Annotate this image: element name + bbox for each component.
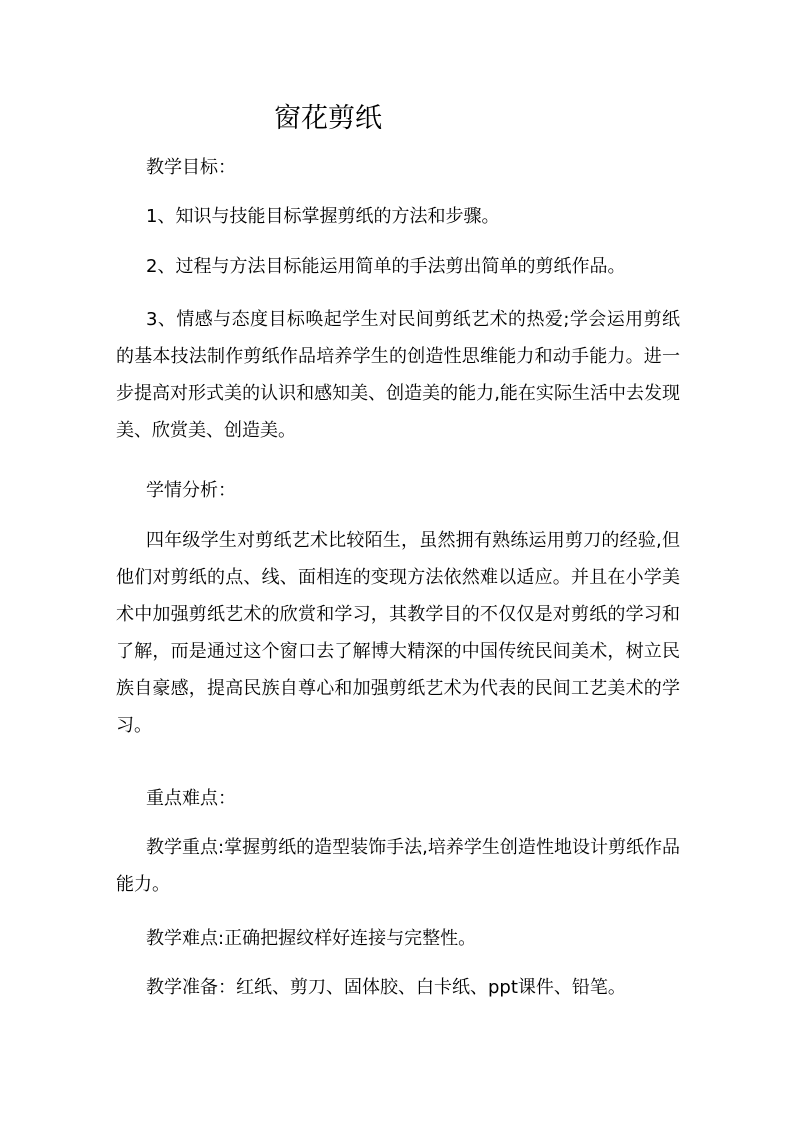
preparation: 教学准备：红纸、剪刀、固体胶、白卡纸、ppt课件、铅笔。 — [146, 977, 626, 998]
objective-3: 3、情感与态度目标唤起学生对民间剪纸艺术的热爱;学会运用剪纸的基本技法制作剪纸作品培养学生的创造性思维能力和动手能力。进一步提高对形式美的认识和感知美、创造美的能力,能在实际生活中去发现美、欣赏美、创造美。 — [116, 309, 680, 441]
objectives-heading: 教学目标： — [146, 157, 236, 178]
objective-2: 2、过程与方法目标能运用简单的手法剪出简单的剪纸作品。 — [146, 256, 626, 277]
analysis-paragraph: 四年级学生对剪纸艺术比较陌生，虽然拥有熟练运用剪刀的经验,但他们对剪纸的点、线、面相连的变现方法依然难以适应。并且在小学美术中加强剪纸艺术的欣赏和学习，其教学目的不仅仅是对剪纸的学习和了解，而是通过这个窗口去了解博大精深的中国传统民间美术，树立民族自豪感，提高民族自尊心和加强剪纸艺术为代表的民间工艺美术的学习。 — [116, 530, 680, 736]
key-point: 教学重点:掌握剪纸的造型装饰手法,培养学生创造性地设计剪纸作品能力。 — [116, 837, 680, 895]
objective-1: 1、知识与技能目标掌握剪纸的方法和步骤。 — [146, 206, 500, 227]
analysis-heading: 学情分析： — [146, 480, 236, 501]
keypoints-heading: 重点难点： — [146, 788, 236, 809]
document-title: 窗花剪纸 — [274, 103, 382, 134]
difficulty: 教学难点:正确把握纹样好连接与完整性。 — [146, 928, 477, 949]
